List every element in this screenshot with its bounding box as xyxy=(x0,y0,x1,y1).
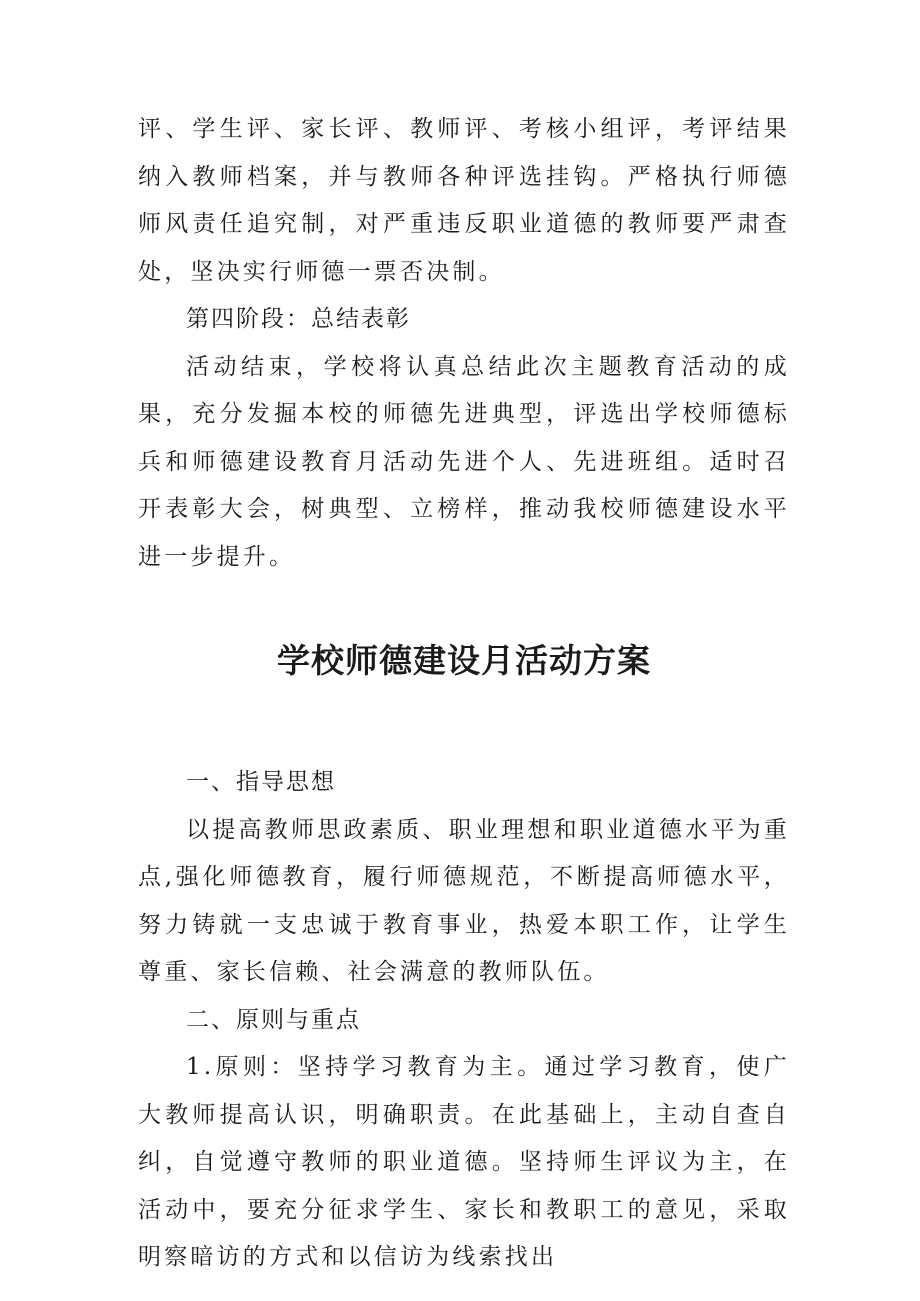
stage-four-heading: 第四阶段：总结表彰 xyxy=(186,306,411,332)
stage-four-paragraph: 活动结束，学校将认真总结此次主题教育活动的成果，充分发掘本校的师德先进典型，评选出学校师德标兵和师德建设教育月活动先进个人、先进班组。适时召开表彰大会，树典型、立榜样，推动我校师德建设水平进一步提升。 xyxy=(138,353,790,570)
continuation-paragraph: 评、学生评、家长评、教师评、考核小组评，考评结果纳入教师档案，并与教师各种评选挂钩。严格执行师德师风责任追究制，对严重违反职业道德的教师要严肃查处，坚决实行师德一票否决制。 xyxy=(138,116,790,285)
document-title: 学校师德建设月活动方案 xyxy=(277,641,651,680)
section-one-paragraph: 以提高教师思政素质、职业理想和职业道德水平为重点,强化师德教育，履行师德规范，不断提高师德水平，努力铸就一支忠诚于教育事业，热爱本职工作，让学生尊重、家长信赖、社会满意的教师队伍。 xyxy=(138,816,790,985)
section-one-heading: 一、指导思想 xyxy=(186,769,336,795)
section-two-paragraph: 1.原则：坚持学习教育为主。通过学习教育，使广大教师提高认识，明确职责。在此基础上，主动自查自纠，自觉遵守教师的职业道德。坚持师生评议为主，在活动中，要充分征求学生、家长和教职工的意见，采取明察暗访的方式和以信访为线索找出 xyxy=(138,1054,790,1270)
section-two-heading: 二、原则与重点 xyxy=(186,1006,361,1033)
document-page xyxy=(138,106,790,1282)
